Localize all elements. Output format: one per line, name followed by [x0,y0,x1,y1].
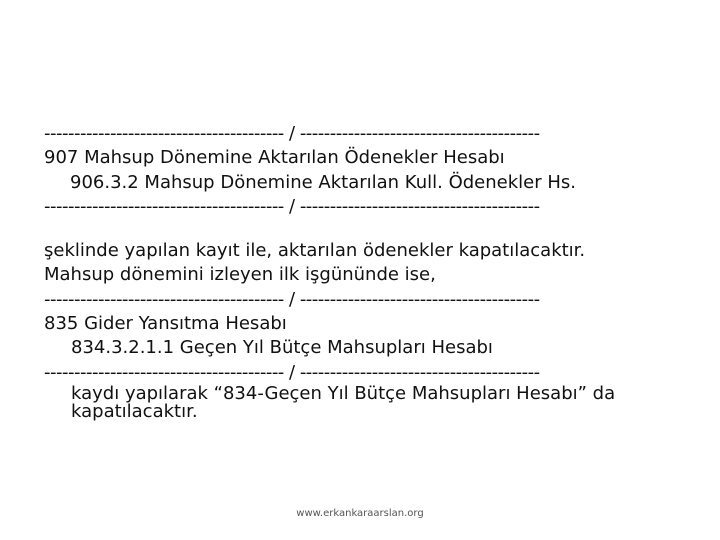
separator-line: ---------------------------------------- / ---------------------------------------- [44,361,540,383]
closing-text: kaydı yapılarak “834-Geçen Yıl Bütçe Mahsupları Hesabı” da kapatılacaktır. [71,382,616,422]
account-834-label: 834.3.2.1.1 Geçen Yıl Bütçe Mahsupları Hesabı [71,337,493,359]
separator-line: ---------------------------------------- / ---------------------------------------- [44,123,540,144]
paragraph-line: şeklinde yapılan kayıt ile, aktarılan ödenekler kapatılacaktır. [44,240,586,262]
spacer [44,219,674,239]
account-835-label: 835 Gider Yansıtma Hesabı [44,313,287,335]
separator-line: ---------------------------------------- / ---------------------------------------- [44,195,540,217]
website-footer: www.erkankaraarslan.org [296,508,424,519]
slide-content [44,122,674,421]
account-906-label: 906.3.2 Mahsup Dönemine Aktarılan Kull. Ödenekler Hs. [70,171,576,193]
account-907-label: 907 Mahsup Dönemine Aktarılan Ödenekler Hesabı [44,147,505,169]
separator-line: ---------------------------------------- / ---------------------------------------- [44,288,540,310]
paragraph-line: Mahsup dönemini izleyen ilk işgününde ise, [44,264,436,286]
